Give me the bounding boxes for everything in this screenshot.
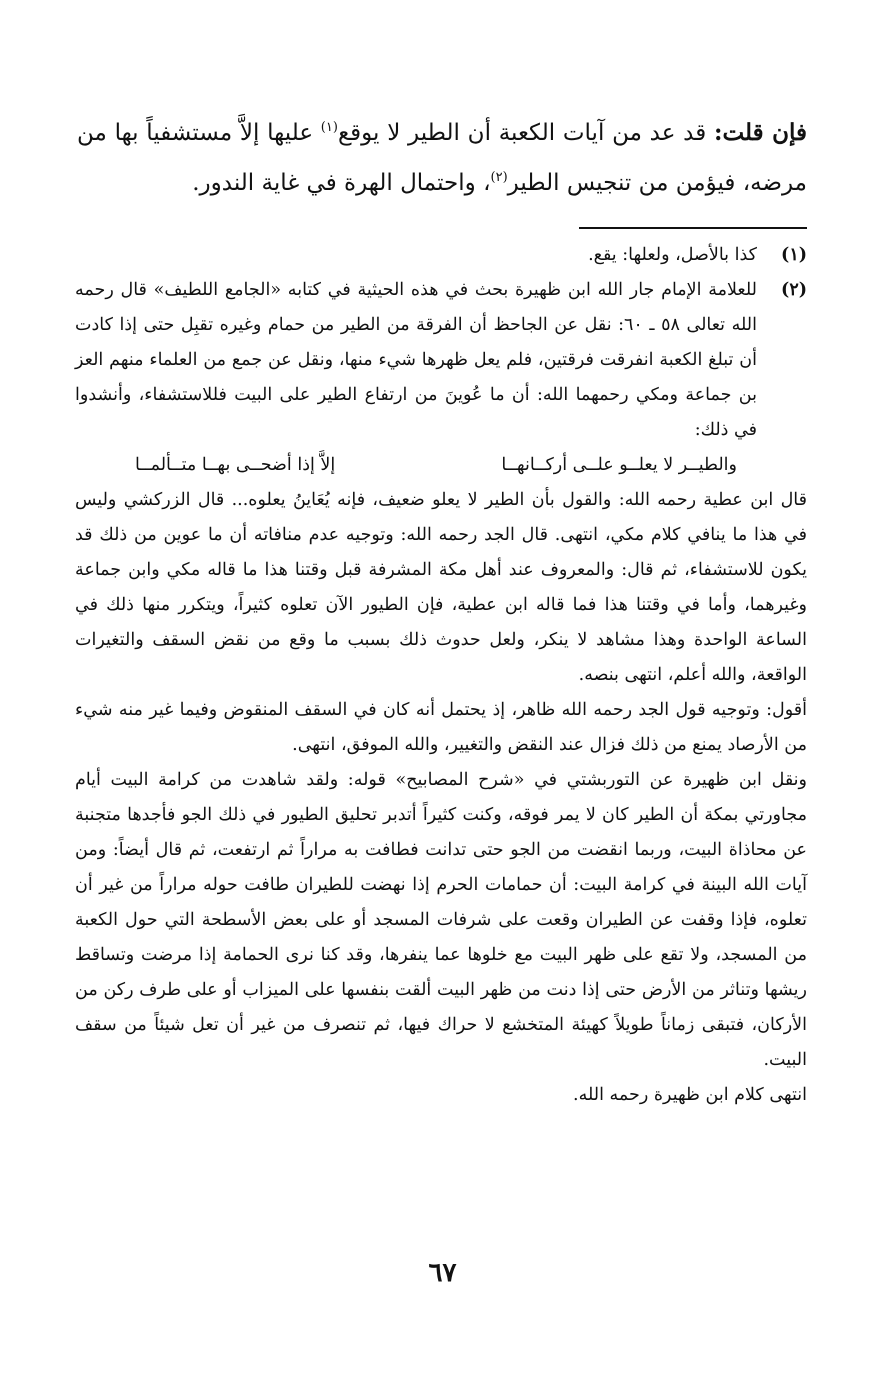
- footnote-1-text: كذا بالأصل، ولعلها: يقع.: [588, 245, 757, 265]
- poem-second-hemistich: إلاَّ إذا أضحــى بهــا متــألمــا: [135, 455, 336, 475]
- page-number: ٦٧: [428, 1258, 457, 1288]
- footnote-2-paragraph-3: أقول: وتوجيه قول الجد رحمه الله ظاهر، إذ يحتمل أنه كان في السقف المنقوض وفيما غير منه شيء من الأرصاد يمنع من ذلك فزال عند النقض والتغيير، والله الموفق، انتهى.: [75, 700, 807, 755]
- poem-first-hemistich: والطيــر لا يعلــو علــى أركــانهــا: [501, 455, 737, 475]
- main-text-b: عليها إلاَّ مستشفياً بها من مرضه، فيؤمن من تنجيس الطير: [77, 120, 807, 196]
- lead-phrase: فإن قلت:: [713, 119, 807, 146]
- footnote-2: [75, 273, 807, 448]
- main-paragraph: [77, 108, 807, 208]
- main-text-c: ، واحتمال الهرة في غاية الندور.: [192, 170, 491, 196]
- footnote-ref-1: (١): [320, 120, 338, 135]
- footnote-ref-2: (٢): [490, 170, 508, 185]
- footnote-separator: [579, 227, 807, 229]
- main-text-a: قد عد من آيات الكعبة أن الطير لا يوقع: [337, 120, 714, 146]
- footnote-2-paragraph-2: قال ابن عطية رحمه الله: والقول بأن الطير لا يعلو ضعيف، فإنه يُعَاينُ يعلوه... قال الزركشي وليس في هذا ما ينافي كلام مكي، انتهى. قال الجد رحمه الله: وتوجيه عدم منافاته أن ما عوين من ذلك قد يكون للاستشفاء، ثم قال: والمعروف عند أهل مكة المشرفة قبل وقتنا هذا ما قاله مكي وابن جماعة وغيرهما، وأما في وقتنا هذا فما قاله ابن عطية، فإن الطيور الآن تعلوه كثيراً، ويتكرر منها ذلك في الساعة الواحدة وهذا مشاهد لا ينكر، ولعل حدوث ذلك بسبب ما وقع من نقض السقف والتغيرات الواقعة، والله أعلم، انتهى بنصه.: [75, 490, 808, 685]
- footnote-2-number: (٢): [781, 280, 807, 300]
- footnote-2-paragraph-1: للعلامة الإمام جار الله ابن ظهيرة بحث في هذه الحيثية في كتابه «الجامع اللطيف» قال رحمه الله تعالى ٥٨ ـ ٦٠: نقل عن الجاحظ أن الفرقة من الطير من حمام وغيره تقبِل حتى إذا كادت أن تبلغ الكعبة انفرقت فرقتين، فلم يعل ظهرها شيء منها، ونقل عن جمع من العلماء منهم العز بن جماعة ومكي رحمهما الله: أن ما عُوينَ من ارتفاع الطير على البيت فللاستشفاء، وأنشدوا في ذلك:: [75, 280, 757, 440]
- footnote-1: [75, 238, 807, 273]
- footnote-2-body: [75, 273, 757, 448]
- footnotes: [75, 238, 807, 1113]
- footnote-2-paragraph-5: انتهى كلام ابن ظهيرة رحمه الله.: [573, 1085, 807, 1105]
- footnote-1-number: (١): [781, 245, 807, 265]
- footnote-2-paragraph-4: ونقل ابن ظهيرة عن التوربشتي في «شرح المصابيح» قوله: ولقد شاهدت من كرامة البيت أيام مجاورتي بمكة أن الطير كان لا يمر فوقه، وكنت كثيراً أتدبر تحليق الطيور في ذلك الجو فأجدها متجنبة عن محاذاة البيت، وربما انقضت من الجو حتى تدانت فطافت به مراراً ثم ارتفعت، ثم قال أيضاً: ومن آيات الله البينة في كرامة البيت: أن حمامات الحرم إذا نهضت للطيران طافت حوله مراراً من غير أن تعلوه، فإذا وقفت عن الطيران وقعت على شرفات المسجد أو على بعض الأسطحة التي حول الكعبة من المسجد، ولا تقع على ظهر البيت مع خلوها عما ينفرها، وقد كنا نرى الحمامة إذا مرضت وتساقط ريشها وتناثر من الأرض حتى إذا دنت من ظهر البيت ألقت بنفسها على الميزاب أو على طرف ركن من الأركان، فتبقى زماناً طويلاً كهيئة المتخشع لا حراك فيها، ثم تنصرف من غير أن تعل شيئاً من سقف البيت.: [75, 770, 807, 1070]
- poem-verse: [75, 448, 807, 483]
